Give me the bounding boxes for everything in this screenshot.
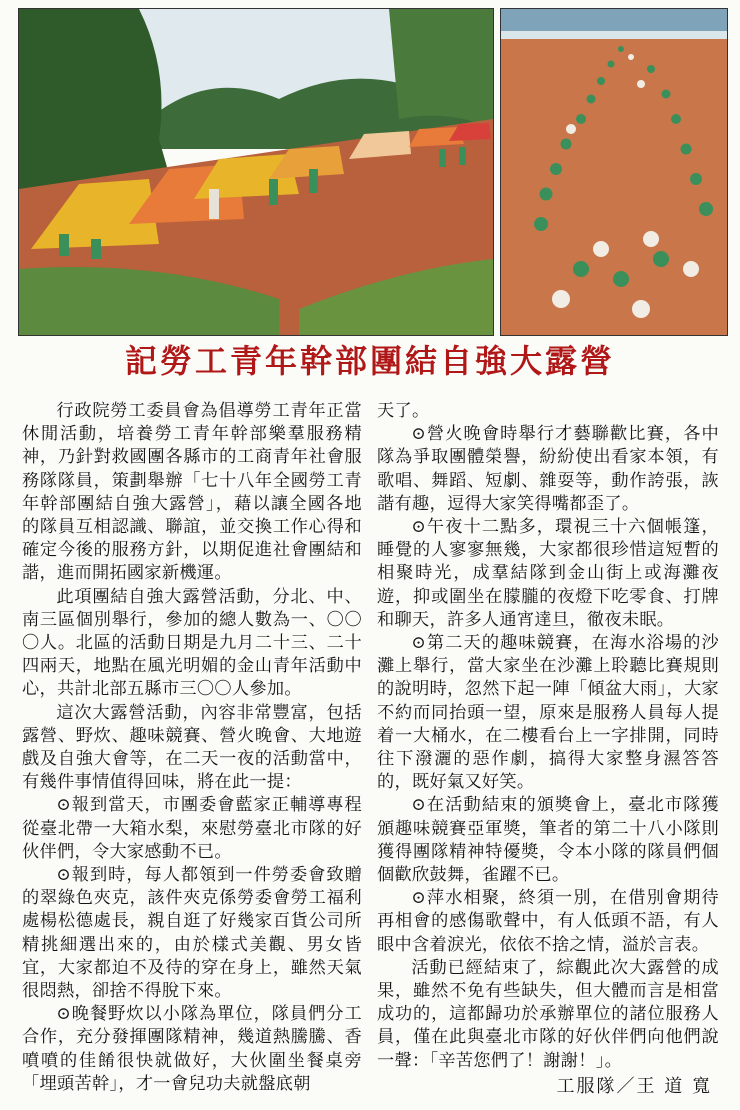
beach-photo	[500, 8, 728, 336]
paragraph: ⊙報到當天，市團委會藍家正輔導專程從臺北帶一大箱水梨，來慰勞臺北市隊的好伙伴們，令大家感動不已。	[22, 795, 362, 862]
article-column-right	[377, 400, 719, 1073]
paragraph: ⊙第二天的趣味競賽，在海水浴場的沙灘上舉行，當大家坐在沙灘上聆聽比賽規則的說明時，忽然下起一陣「傾盆大雨」，大家不約而同抬頭一望，原來是服務人員每人提着一大桶水，在二樓看台上一字排開，同時往下潑灑的惡作劇，搞得大家整身濕答答的，既好氣又好笑。	[377, 633, 719, 793]
article-column-left	[22, 400, 362, 1096]
paragraph: 這次大露營活動，內容非常豐富，包括露營、野炊、趣味競賽、營火晚會、大地遊戲及自強大會等，在二天一夜的活動當中，有幾件事情值得回味，將在此一提：	[22, 702, 362, 793]
paragraph: ⊙在活動結束的頒獎會上，臺北市隊獲頒趣味競賽亞軍獎，筆者的第二十八小隊則獲得團隊精神特優獎，令本小隊的隊員們個個歡欣鼓舞，雀躍不已。	[377, 795, 719, 886]
paragraph: ⊙萍水相聚，終須一別，在借別會期待再相會的感傷歌聲中，有人低頭不語，有人眼中含着淚光，依依不捨之情，溢於言表。	[377, 888, 719, 955]
paragraph: ⊙報到時，每人都領到一件勞委會致贈的翠綠色夾克，該件夾克係勞委會勞工福利處楊松德處長，親自逛了好幾家百貨公司所精挑細選出來的，由於樣式美觀、男女皆宜，大家都迫不及待的穿在身上，雖然天氣很悶熱，卻捨不得脫下來。	[22, 865, 362, 1002]
paragraph: 行政院勞工委員會為倡導勞工青年正當休閒活動，培養勞工青年幹部樂羣服務精神，乃針對救國團各縣市的工商青年社會服務隊隊員，策劃舉辦「七十八年全國勞工青年幹部團結自強大露營」，藉以讓全國各地的隊員互相認識、聯誼，並交換工作心得和確定今後的服務方針，以期促進社會團結和諧，進而開拓國家新機運。	[22, 401, 362, 584]
paragraph: 此項團結自強大露營活動，分北、中、南三區個別舉行，參加的總人數為一、〇〇〇人。北區的活動日期是九月二十三、二十四兩天，地點在風光明媚的金山青年活動中心，共計北部五縣市三〇〇人參加。	[22, 586, 362, 700]
paragraph: ⊙晚餐野炊以小隊為單位，隊員們分工合作，充分發揮團隊精神，幾道熱騰騰、香噴噴的佳餚很快就做好，大伙圍坐餐桌旁「埋頭苦幹」，才一會兒功夫就盤底朝	[22, 1004, 362, 1094]
article-title: 記勞工青年幹部團結自強大露營	[124, 342, 615, 380]
paragraph: ⊙營火晚會時舉行才藝聯歡比賽，各中隊為爭取團體榮譽，紛紛使出看家本領，有歌唱、舞蹈、短劇、雜耍等，動作誇張，詼諧有趣，逗得大家笑得嘴都歪了。	[377, 424, 719, 514]
paragraph: 天了。	[377, 401, 430, 421]
paragraph: 活動已經結束了，綜觀此次大露營的成果，雖然不免有些缺失，但大體而言是相當成功的，這都歸功於承辦單位的諸位服務人員，僅在此與臺北市隊的好伙伴們向他們說一聲：「辛苦您們了！謝謝！」。	[377, 957, 719, 1071]
author-byline: 工服隊／王 道 寬	[556, 1076, 712, 1097]
paragraph: ⊙午夜十二點多，環視三十六個帳篷，睡覺的人寥寥無幾，大家都很珍惜這短暫的相聚時光，成羣結隊到金山街上或海灘夜遊，抑或圍坐在朦朧的夜燈下吃零食、打牌和聊天，許多人通宵達旦，徹夜未眠。	[377, 517, 719, 630]
campsite-photo	[18, 8, 494, 336]
